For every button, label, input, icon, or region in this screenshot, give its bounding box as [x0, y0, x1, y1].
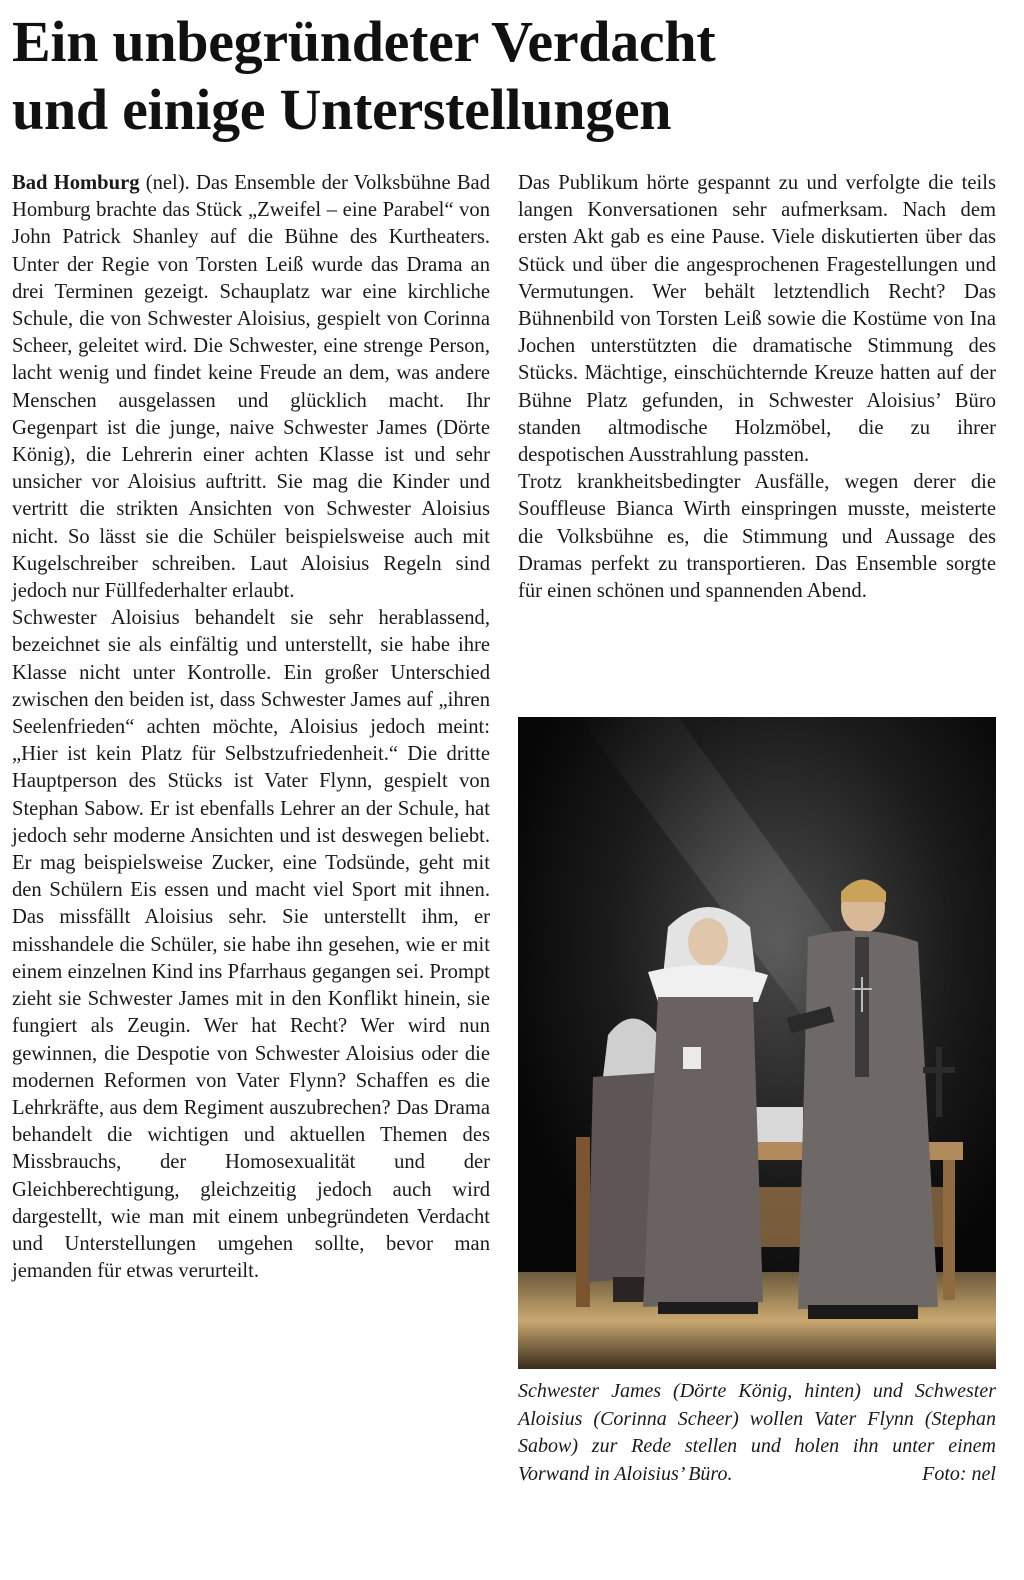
paragraph-characters: Schwester Aloisius behandelt sie sehr herablassend, bezeichnet sie als einfältig und unterstellt, sie habe ihre Klasse nicht unter Kontrolle. Ein großer Unterschied zwischen den beiden ist, dass Schwester James auf „ihren Seelenfrieden“ achten möchte, Aloisius jedoch meint: „Hier ist kein Platz für Selbstzufriedenheit.“ Die dritte Hauptperson des Stücks ist Vater Flynn, gespielt von Stephan Sabow. Er ist ebenfalls Lehrer an der Schule, hat jedoch sehr moderne Ansichten und ist deswegen beliebt. Er mag beispielsweise Zucker, eine Todsünde, geht mit den Schülern Eis essen und macht viel Sport mit ihnen. Das missfällt Aloisius sehr. Sie unterstellt ihm, er misshandele die Schüler, sie habe ihn gesehen, wie er mit einem einzelnen Kind ins Pfarrhaus gegangen sei. Prompt zieht sie Schwester James mit in den Konflikt hinein, sie fungiert als Zeugin. Wer hat Recht? Wer wird nun gewinnen, die Despotie von Schwester Aloisius oder die modernen Reformen von Vater Flynn? Schaffen es die Lehrkräfte, aus dem Regiment auszubrechen? Das Drama behandelt die wichtigen und aktuellen Themen des Missbrauchs, der Homosexualität und der Gleichberechtigung, gleichzeitig jedoch auch wird dargestellt, wie man mit einem unbegründeten Verdacht und Unterstellungen umgehen sollte, bevor man jemanden für etwas verurteilt.	[12, 607, 490, 1283]
photo-credit: Foto: nel	[922, 1462, 996, 1485]
paragraph-audience: Das Publikum hörte gespannt zu und verfolgte die teils langen Konversationen sehr aufmerksam. Nach dem ersten Akt gab es eine Pause. Viele diskutierten über das Stück und über die angesprochenen Fragestellungen und Vermutungen. Wer behält letztendlich Recht? Das Bühnenbild von Torsten Leiß sowie die Kostüme von Ina Jochen unterstützten die dramatische Stimmung des Stücks. Mächtige, einschüchternde Kreuze hatten auf der Bühne Platz gefunden, in Schwester Aloisius’ Büro standen altmodische Holzmöbel, die zu ihrer despotischen Ausstrahlung passten.	[518, 172, 996, 467]
paragraph-intro-text: (nel). Das Ensemble der Volksbühne Bad Homburg brachte das Stück „Zweifel – eine Parabel“ von John Patrick Shanley auf die Bühne des Kurtheaters. Unter der Regie von Torsten Leiß wurde das Drama an drei Terminen gezeigt. Schauplatz war eine kirchliche Schule, die von Schwester Aloisius, gespielt von Corinna Scheer, geleitet wird. Die Schwester, eine strenge Person, lacht wenig und findet keine Freude an dem, was andere Menschen ausgelassen und glücklich macht. Ihr Gegenpart ist die junge, naive Schwester James (Dörte König), die Lehrerin einer achten Klasse ist und sehr unsicher vor Aloisius auftritt. Sie mag die Kinder und vertritt die strikten Ansichten von Schwester Aloisius nicht. So lässt sie die Schüler beispielsweise auch mit Kugelschreiber schreiben. Laut Aloisius Regeln sind jedoch nur Füllfederhalter erlaubt.	[12, 172, 490, 603]
paragraph-intro	[12, 170, 490, 605]
stage-photo	[518, 717, 996, 1369]
dateline-location: Bad Homburg	[12, 172, 140, 194]
headline	[12, 8, 1012, 144]
article-column-right	[518, 170, 996, 605]
caption-text: Schwester James (Dörte König, hinten) und Schwester Aloisius (Corinna Scheer) wollen Vater Flynn (Stephan Sabow) zur Rede stellen und holen ihn unter einem Vorwand in Aloisius’ Büro.	[518, 1380, 996, 1485]
headline-line-1: Ein unbegründeter Verdacht	[12, 9, 716, 74]
photo-caption	[518, 1378, 996, 1488]
headline-line-2: und einige Unterstellungen	[12, 77, 672, 142]
article-column-left	[12, 170, 490, 1285]
paragraph-conclusion: Trotz krankheitsbedingter Ausfälle, wegen derer die Souffleuse Bianca Wirth einspringen musste, meisterte die Volksbühne es, die Stimmung und Aussage des Dramas perfekt zu transportieren. Das Ensemble sorgte für einen schönen und spannenden Abend.	[518, 471, 996, 603]
